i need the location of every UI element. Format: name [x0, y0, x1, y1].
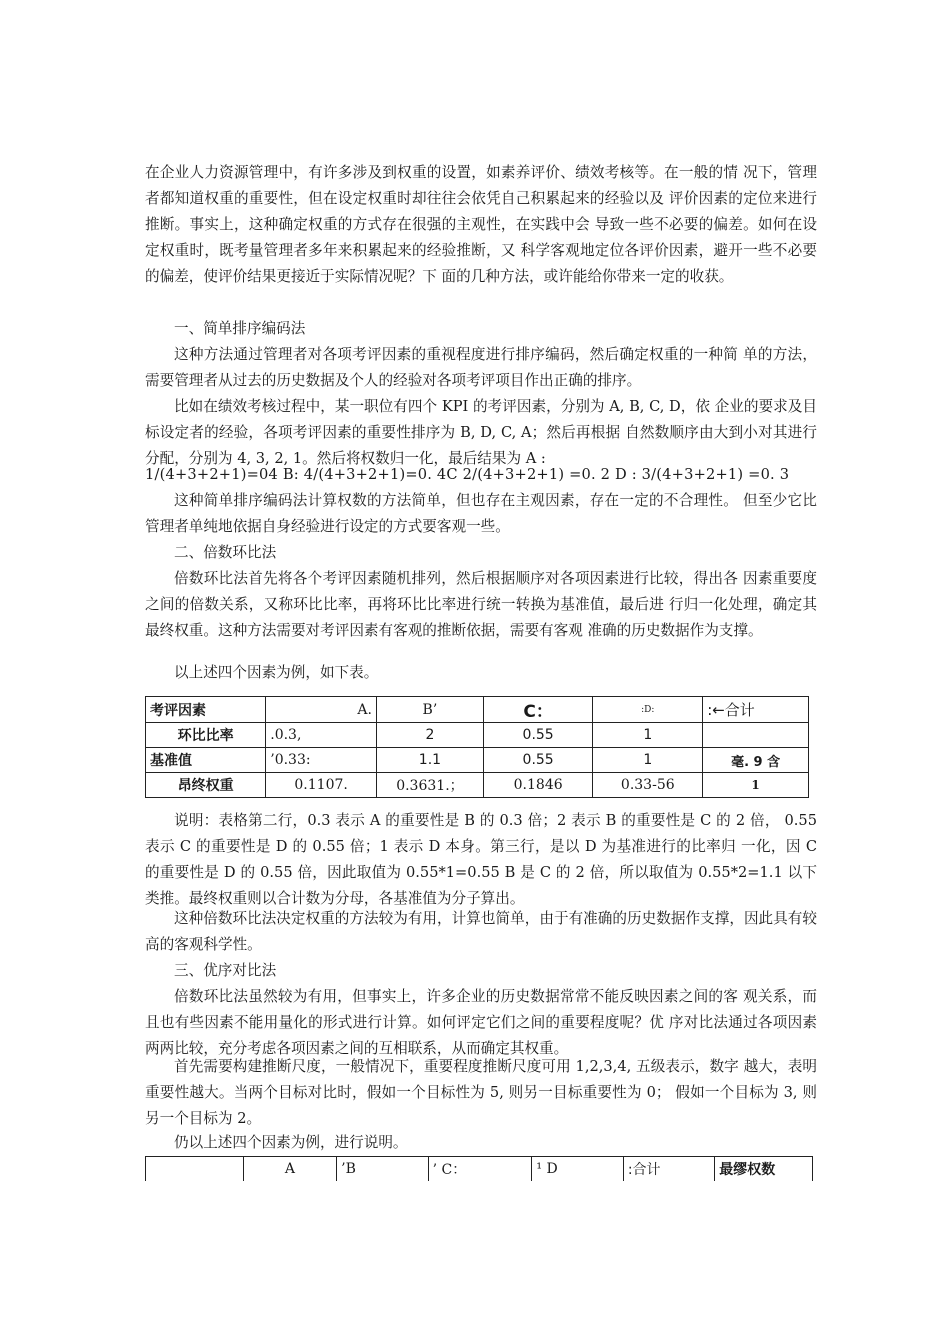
table-cell: ’ C：	[428, 1157, 532, 1182]
section-1-heading: 一、简单排序编码法	[174, 320, 306, 337]
ratio-table	[145, 696, 809, 798]
section-1-paragraph-3: 这种简单排序编码法计算权数的方法简单，但也存在主观因素，存在一定的不合理性。 但至少它比管理者单纯地依据自身经验进行设定的方式要客观一些。	[145, 492, 817, 535]
table-cell: 0.1846	[483, 773, 593, 798]
table-cell: 昂终权重	[146, 773, 266, 798]
table-cell: :D:	[593, 697, 703, 723]
table-cell: :合计	[623, 1157, 714, 1182]
table-cell: A.	[266, 697, 377, 723]
table-row	[146, 773, 809, 798]
section-1-paragraph-1: 这种方法通过管理者对各项考评因素的重视程度进行排序编码，然后确定权重的一种简 单的方法，需要管理者从过去的历史数据及个人的经验对各项考评项目作出正确的排序。	[145, 346, 817, 389]
section-3-paragraph-1: 倍数环比法虽然较为有用，但事实上，许多企业的历史数据常常不能反映因素之间的客 观关系，而且也有些因素不能用量化的形式进行计算。如何评定它们之间的重要程度呢？优 序对比法通过各项因素两两比较，充分考虑各项因素之间的互相联系，从而确定其权重。	[145, 988, 817, 1057]
table-cell: 0.1107.	[266, 773, 377, 798]
table-cell: :←合计	[703, 697, 809, 723]
table-cell: 1	[593, 748, 703, 773]
section-3-heading: 三、优序对比法	[174, 962, 277, 979]
table-cell: ¹ D	[532, 1157, 623, 1182]
table-cell: .0.3,	[266, 723, 377, 748]
section-3-paragraph-3: 仍以上述四个因素为例，进行说明。	[174, 1134, 408, 1151]
section-2-paragraph-1: 倍数环比法首先将各个考评因素随机排列，然后根据顺序对各项因素进行比较，得出各 因素重要度之间的倍数关系，又称环比比率，再将环比比率进行统一转换为基准值，最后进 行归一化处理，确定其最终权重。这种方法需要对考评因素有客观的推断依据，需要有客观 准确的历史数据作为支撑。	[145, 570, 817, 639]
table-cell: 2	[376, 723, 483, 748]
table-header-row	[146, 697, 809, 723]
table-cell: 基准值	[146, 748, 266, 773]
table-cell: 毫. 9 含	[703, 748, 809, 773]
table-row	[146, 748, 809, 773]
table-cell: 1	[703, 773, 809, 798]
table-cell: 最缪权数	[715, 1157, 813, 1182]
section-2-paragraph-2: 以上述四个因素为例，如下表。	[174, 664, 379, 681]
table-cell: 1.1	[376, 748, 483, 773]
table-cell: 0.55	[483, 723, 593, 748]
section-2-heading: 二、倍数环比法	[174, 544, 277, 561]
section-1-paragraph-2: 比如在绩效考核过程中，某一职位有四个 KPI 的考评因素，分别为 A, B, C, D，依 企业的要求及目标设定者的经验，各项考评因素的重要性排序为 B, D, C, A；然后再根据 自然数顺序由大到小对其进行分配，分别为 4, 3, 2, 1。然后将权数归一化，最后结果为 A :	[145, 398, 817, 467]
section-3-paragraph-2: 首先需要构建推断尺度，一般情况下，重要程度推断尺度可用 1,2,3,4, 五级表示，数字 越大，表明重要性越大。当两个目标对比时，假如一个目标性为 5, 则另一目标重要性为 0； 假如一个目标为 3, 则另一个目标为 2。	[145, 1058, 817, 1127]
table-cell	[146, 1157, 244, 1182]
table-cell: B’	[376, 697, 483, 723]
table-cell: 0.3631.；	[376, 773, 483, 798]
table-cell: 0.33-56	[593, 773, 703, 798]
table-cell: 考评因素	[146, 697, 266, 723]
section-1-formula-line: 1/(4+3+2+1)=04 B: 4/(4+3+2+1)=0. 4C 2/(4+3+2+1) =0. 2 D : 3/(4+3+2+1) =0. 3	[145, 466, 790, 483]
intro-paragraph: 在企业人力资源管理中，有许多涉及到权重的设置，如素养评价、绩效考核等。在一般的情 况下，管理者都知道权重的重要性，但在设定权重时却往往会依凭自己积累起来的经验以及 评价因素的定位来进行推断。事实上，这种确定权重的方式存在很强的主观性，在实践中会 导致一些不必要的偏差。如何在设定权重时，既考量管理者多年来积累起来的经验推断，又 科学客观地定位各评价因素，避开一些不必要的偏差，使评价结果更接近于实际情况呢？下 面的几种方法，或许能给你带来一定的收获。	[145, 164, 817, 285]
table-cell: C：	[483, 697, 593, 723]
table-cell: 0.55	[483, 748, 593, 773]
table-row	[146, 723, 809, 748]
table-cell: ’B	[337, 1157, 428, 1182]
section-2-paragraph-4: 这种倍数环比法决定权重的方法较为有用，计算也简单，由于有准确的历史数据作支撑，因此具有较高的客观科学性。	[145, 910, 817, 953]
table-cell: 环比比率	[146, 723, 266, 748]
section-2-note: 说明：表格第二行，0.3 表示 A 的重要性是 B 的 0.3 倍；2 表示 B 的重要性是 C 的 2 倍， 0.55 表示 C 的重要性是 D 的 0.55 倍；1 表示 D 本身。第三行，是以 D 为基准进行的比率归 一化，因 C 的重要性是 D 的 0.55 倍，因此取值为 0.55*1=0.55 B 是 C 的 2 倍，所以取值为 0.55*2=1.1 以下类推。最终权重则以合计数为分母，各基准值为分子算出。	[145, 812, 817, 907]
table-header-row	[146, 1157, 813, 1182]
table-cell: A	[243, 1157, 337, 1182]
comparison-table	[145, 1156, 813, 1181]
table-cell: 1	[593, 723, 703, 748]
table-cell	[703, 723, 809, 748]
table-cell: ’0.33:	[266, 748, 377, 773]
